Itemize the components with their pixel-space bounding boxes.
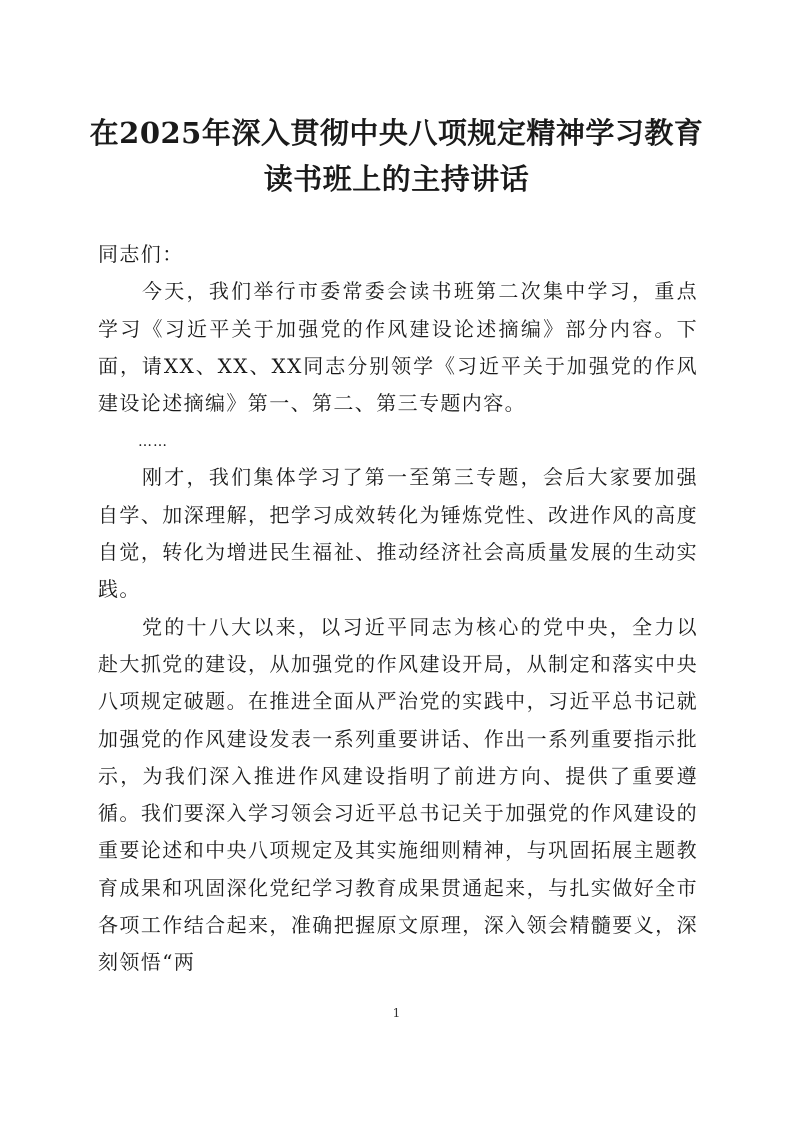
paragraph-2: 刚才，我们集体学习了第一至第三专题，会后大家要加强自学、加深理解，把学习成效转化为锤炼党性、改进作风的高度自觉，转化为增进民生福祉、推动经济社会高质量发展的生动实践。 (98, 465, 698, 602)
document-body (98, 236, 698, 982)
paragraph-3: 党的十八大以来，以习近平同志为核心的党中央，全力以赴大抓党的建设，从加强党的作风建设开局，从制定和落实中央八项规定破题。在推进全面从严治党的实践中，习近平总书记就加强党的作风建设发表一系列重要讲话、作出一系列重要指示批示，为我们深入推进作风建设指明了前进方向、提供了重要遵循。我们要深入学习领会习近平总书记关于加强党的作风建设的重要论述和中央八项规定及其实施细则精神，与巩固拓展主题教育成果和巩固深化党纪学习教育成果贯通起来，与扎实做好全市各项工作结合起来，准确把握原文原理，深入领会精髓要义，深刻领悟“两 (98, 614, 698, 975)
paragraph-1: 今天，我们举行市委常委会读书班第二次集中学习，重点学习《习近平关于加强党的作风建设论述摘编》部分内容。下面，请XX、XX、XX同志分别领学《习近平关于加强党的作风建设论述摘编》第一、第二、第三专题内容。 (98, 279, 698, 416)
document-title-line-1: 在2025年深入贯彻中央八项规定精神学习教育 (89, 116, 704, 150)
document-title-line-2: 读书班上的主持讲话 (263, 162, 530, 196)
page-number: 1 (392, 1006, 401, 1020)
ellipsis: …… (138, 434, 168, 451)
salutation: 同志们： (98, 242, 184, 266)
